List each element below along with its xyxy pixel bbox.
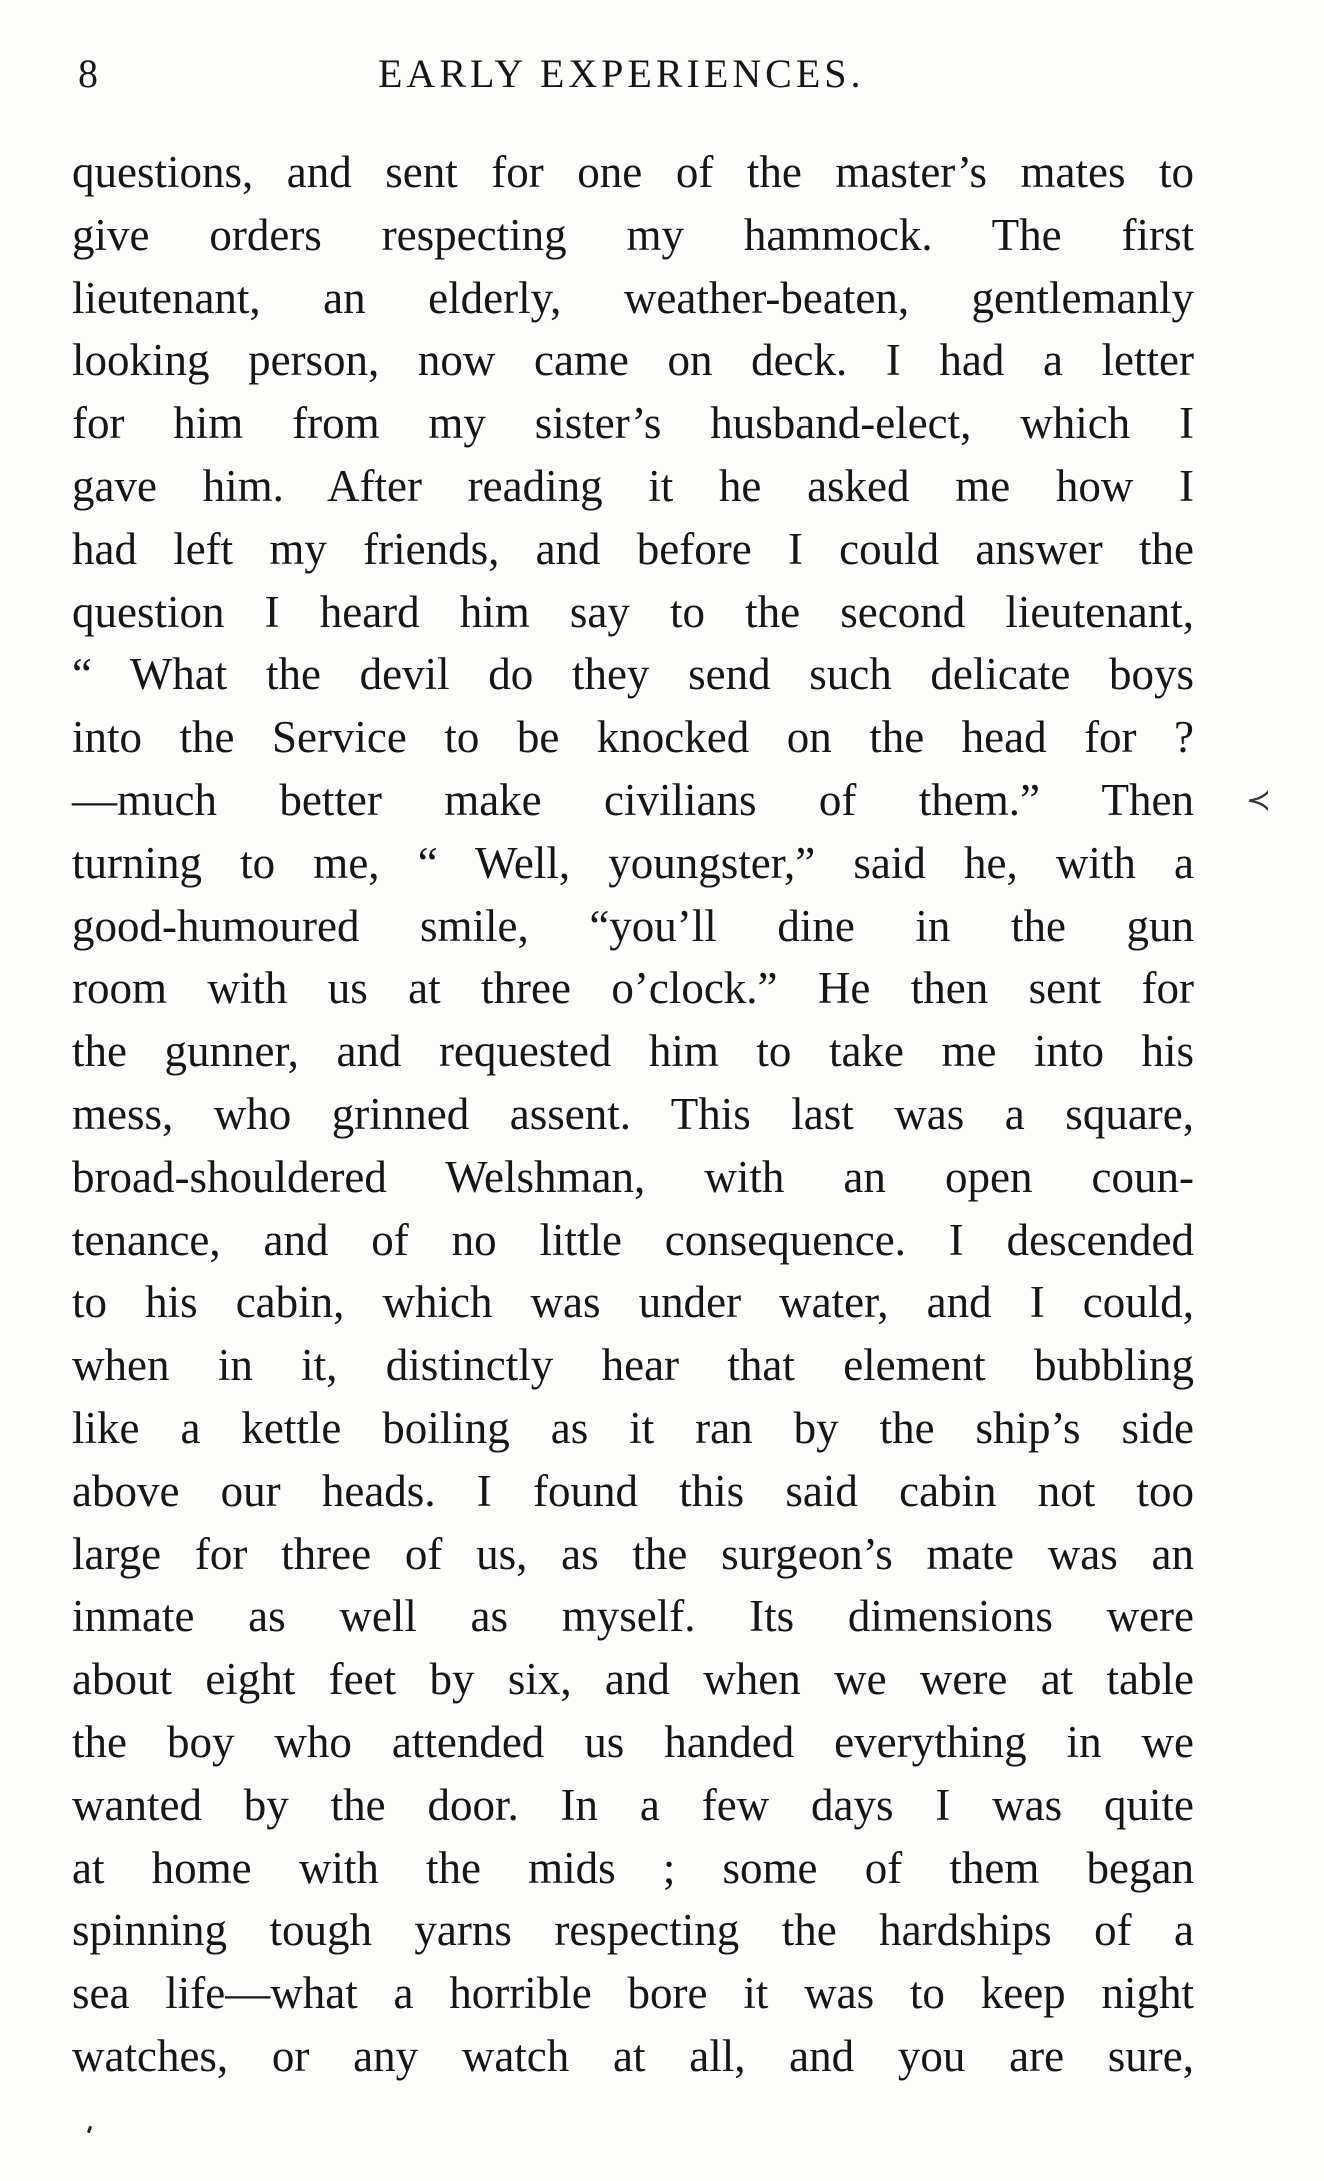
text-line: large for three of us, as the surgeon’s mate was an	[72, 1528, 1194, 1579]
text-line: watches, or any watch at all, and you are sure,	[72, 2030, 1194, 2081]
text-line: room with us at three o’clock.” He then sent for	[72, 963, 1194, 1014]
text-line: good-humoured smile, “you’ll dine in the gun	[72, 900, 1194, 951]
text-line: like a kettle boiling as it ran by the ship’s side	[72, 1402, 1194, 1453]
text-line: into the Service to be knocked on the head for ?	[72, 712, 1194, 763]
text-line: spinning tough yarns respecting the hardships of a	[72, 1905, 1194, 1956]
text-line: turning to me, “ Well, youngster,” said he, with a	[72, 837, 1194, 888]
margin-mark: ≺	[1246, 784, 1272, 817]
text-line: “ What the devil do they send such delicate boys	[72, 649, 1194, 700]
page-number: 8	[78, 51, 99, 96]
text-line: question I heard him say to the second lieutenant,	[72, 586, 1194, 637]
text-line: had left my friends, and before I could answer the	[72, 523, 1194, 574]
body-text	[72, 141, 1194, 2088]
text-line: above our heads. I found this said cabin not too	[72, 1465, 1194, 1516]
text-line: for him from my sister’s husband-elect, which I	[72, 398, 1194, 449]
text-line: when in it, distinctly hear that element bubbling	[72, 1340, 1194, 1391]
text-line: looking person, now came on deck. I had a letter	[72, 335, 1194, 386]
text-line: about eight feet by six, and when we were at table	[72, 1654, 1194, 1705]
text-line: lieutenant, an elderly, weather-beaten, gentlemanly	[72, 272, 1194, 323]
text-line: the boy who attended us handed everything in we	[72, 1716, 1194, 1767]
text-line: wanted by the door. In a few days I was quite	[72, 1779, 1194, 1830]
text-line: gave him. After reading it he asked me how I	[72, 460, 1194, 511]
ink-speck	[87, 2126, 92, 2134]
running-head: EARLY EXPERIENCES.	[378, 51, 865, 96]
text-line: broad-shouldered Welshman, with an open coun-	[72, 1151, 1194, 1202]
text-line: tenance, and of no little consequence. I descended	[72, 1214, 1194, 1265]
text-line: to his cabin, which was under water, and I could,	[72, 1277, 1194, 1328]
page-header	[0, 44, 1324, 104]
text-line: at home with the mids ; some of them began	[72, 1842, 1194, 1893]
text-line: questions, and sent for one of the master’s mates to	[72, 147, 1194, 197]
text-line: —much better make civilians of them.” Then	[72, 774, 1194, 825]
text-line: the gunner, and requested him to take me into his	[72, 1026, 1194, 1077]
text-line: sea life—what a horrible bore it was to keep night	[72, 1968, 1194, 2019]
text-line: mess, who grinned assent. This last was a square,	[72, 1088, 1194, 1139]
text-line: give orders respecting my hammock. The first	[72, 209, 1194, 260]
text-line: inmate as well as myself. Its dimensions were	[72, 1591, 1194, 1642]
